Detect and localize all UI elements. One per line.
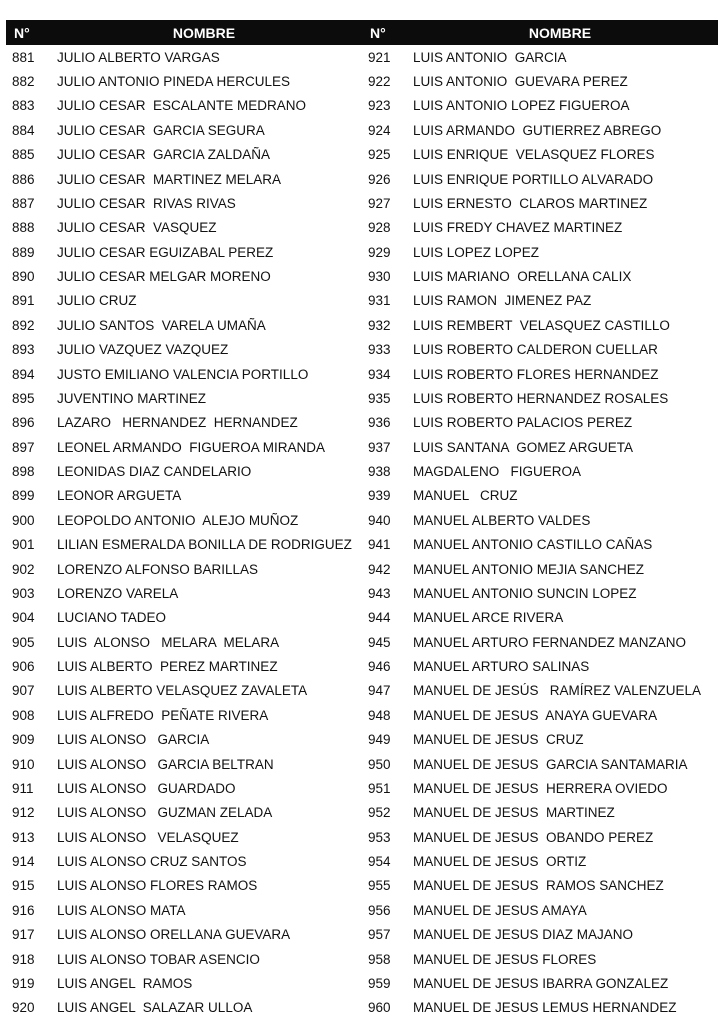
- row-name: LUIS ALONSO MATA: [57, 902, 186, 918]
- table-row: [362, 338, 718, 362]
- table-row: [6, 484, 362, 508]
- table-row: [6, 923, 362, 947]
- row-name: MANUEL ARTURO FERNANDEZ MANZANO: [413, 634, 687, 650]
- row-name: MANUEL DE JESUS RAMOS SANCHEZ: [413, 878, 664, 894]
- row-name: LUIS ALBERTO VELASQUEZ ZAVALETA: [57, 683, 308, 699]
- table-row: [362, 386, 718, 410]
- row-number: 886: [12, 171, 35, 187]
- table-row: [6, 411, 362, 435]
- row-number: 897: [12, 439, 35, 455]
- name-list-table: [6, 20, 718, 1020]
- row-name: MANUEL DE JESUS ANAYA GUEVARA: [413, 707, 658, 723]
- table-row: [6, 825, 362, 849]
- row-name: LUIS ALONSO GUZMAN ZELADA: [57, 805, 273, 821]
- table-row: [362, 240, 718, 264]
- table-row: [362, 630, 718, 654]
- row-number: 958: [368, 951, 391, 967]
- row-name: LUIS ANTONIO GARCIA: [413, 49, 567, 65]
- row-name: MANUEL DE JESUS DIAZ MAJANO: [413, 927, 634, 943]
- table-row: [6, 947, 362, 971]
- table-row: [6, 508, 362, 532]
- header-number-left: N°: [14, 24, 30, 41]
- row-name: LUIS ROBERTO PALACIOS PEREZ: [413, 415, 633, 431]
- row-number: 893: [12, 342, 35, 358]
- row-name: LUIS ROBERTO HERNANDEZ ROSALES: [413, 390, 669, 406]
- table-row: [362, 679, 718, 703]
- table-row: [362, 898, 718, 922]
- row-number: 926: [368, 171, 391, 187]
- row-number: 904: [12, 610, 35, 626]
- table-row: [362, 94, 718, 118]
- row-number: 932: [368, 317, 391, 333]
- table-row: [6, 971, 362, 995]
- table-row: [6, 874, 362, 898]
- row-number: 945: [368, 634, 391, 650]
- row-number: 938: [368, 464, 391, 480]
- row-number: 944: [368, 610, 391, 626]
- row-name: MANUEL DE JESUS ORTIZ: [413, 854, 587, 870]
- table-row: [6, 654, 362, 678]
- row-number: 896: [12, 415, 35, 431]
- row-number: 936: [368, 415, 391, 431]
- left-column: [6, 45, 362, 1020]
- row-name: MANUEL DE JESUS OBANDO PEREZ: [413, 829, 654, 845]
- row-name: MANUEL DE JESUS CRUZ: [413, 732, 584, 748]
- table-row: [362, 801, 718, 825]
- row-name: LUIS RAMON JIMENEZ PAZ: [413, 293, 592, 309]
- row-number: 933: [368, 342, 391, 358]
- row-name: LORENZO VARELA: [57, 585, 179, 601]
- row-name: LUIS ALONSO MELARA MELARA: [57, 634, 280, 650]
- table-header: [6, 20, 718, 45]
- table-row: [362, 362, 718, 386]
- row-name: LUIS ALONSO GARCIA: [57, 732, 210, 748]
- row-number: 913: [12, 829, 35, 845]
- row-name: MANUEL DE JESÚS RAMÍREZ VALENZUELA: [413, 683, 702, 699]
- table-row: [362, 557, 718, 581]
- row-name: LUIS MARIANO ORELLANA CALIX: [413, 269, 632, 285]
- row-name: LUIS ANGEL SALAZAR ULLOA: [57, 1000, 253, 1016]
- header-name-right: NOMBRE: [528, 24, 592, 41]
- row-name: LUIS ANTONIO GUEVARA PEREZ: [413, 74, 628, 90]
- row-name: LUIS ALFREDO PEÑATE RIVERA: [57, 707, 269, 723]
- row-name: JULIO CESAR ESCALANTE MEDRANO: [57, 98, 307, 114]
- row-name: LUIS ALBERTO PEREZ MARTINEZ: [57, 659, 278, 675]
- row-number: 951: [368, 780, 391, 796]
- table-row: [362, 411, 718, 435]
- table-row: [6, 94, 362, 118]
- table-row: [6, 45, 362, 69]
- row-number: 937: [368, 439, 391, 455]
- row-number: 939: [368, 488, 391, 504]
- table-row: [362, 752, 718, 776]
- table-row: [6, 581, 362, 605]
- row-number: 903: [12, 585, 35, 601]
- table-row: [362, 143, 718, 167]
- row-name: MANUEL DE JESUS GARCIA SANTAMARIA: [413, 756, 688, 772]
- table-row: [362, 947, 718, 971]
- table-row: [362, 484, 718, 508]
- row-number: 907: [12, 683, 35, 699]
- row-name: JULIO SANTOS VARELA UMAÑA: [57, 317, 266, 333]
- row-number: 927: [368, 195, 391, 211]
- row-number: 940: [368, 512, 391, 528]
- row-name: LUIS LOPEZ LOPEZ: [413, 244, 540, 260]
- row-number: 889: [12, 244, 35, 260]
- table-row: [362, 874, 718, 898]
- table-row: [362, 264, 718, 288]
- table-row: [362, 581, 718, 605]
- table-row: [6, 728, 362, 752]
- row-number: 950: [368, 756, 391, 772]
- row-name: JULIO ANTONIO PINEDA HERCULES: [57, 74, 291, 90]
- row-name: MANUEL DE JESUS MARTINEZ: [413, 805, 615, 821]
- row-name: LUIS ALONSO GARCIA BELTRAN: [57, 756, 274, 772]
- table-row: [6, 362, 362, 386]
- row-name: LEONEL ARMANDO FIGUEROA MIRANDA: [57, 439, 326, 455]
- row-name: LUIS ALONSO ORELLANA GUEVARA: [57, 927, 291, 943]
- table-row: [362, 606, 718, 630]
- table-row: [362, 216, 718, 240]
- row-name: MANUEL DE JESUS IBARRA GONZALEZ: [413, 975, 669, 991]
- table-row: [6, 776, 362, 800]
- row-name: MANUEL DE JESUS LEMUS HERNANDEZ: [413, 1000, 677, 1016]
- table-row: [6, 118, 362, 142]
- table-row: [6, 752, 362, 776]
- header-name-left: NOMBRE: [172, 24, 236, 41]
- row-name: MANUEL ANTONIO CASTILLO CAÑAS: [413, 537, 653, 553]
- table-row: [362, 118, 718, 142]
- row-number: 952: [368, 805, 391, 821]
- row-number: 929: [368, 244, 391, 260]
- row-number: 942: [368, 561, 391, 577]
- row-name: LAZARO HERNANDEZ HERNANDEZ: [57, 415, 298, 431]
- row-name: JULIO CESAR MARTINEZ MELARA: [57, 171, 282, 187]
- row-number: 910: [12, 756, 35, 772]
- row-number: 888: [12, 220, 35, 236]
- row-number: 941: [368, 537, 391, 553]
- table-row: [362, 167, 718, 191]
- row-name: JULIO CRUZ: [57, 293, 137, 309]
- row-name: LEONOR ARGUETA: [57, 488, 182, 504]
- row-number: 921: [368, 49, 391, 65]
- table-row: [362, 289, 718, 313]
- table-row: [362, 923, 718, 947]
- row-name: MANUEL DE JESUS AMAYA: [413, 902, 587, 918]
- row-name: LORENZO ALFONSO BARILLAS: [57, 561, 259, 577]
- row-name: MANUEL ARCE RIVERA: [413, 610, 564, 626]
- row-name: LUIS FREDY CHAVEZ MARTINEZ: [413, 220, 623, 236]
- table-row: [362, 996, 718, 1020]
- table-row: [6, 849, 362, 873]
- row-number: 934: [368, 366, 391, 382]
- row-number: 881: [12, 49, 35, 65]
- table-row: [362, 508, 718, 532]
- row-number: 909: [12, 732, 35, 748]
- table-row: [362, 435, 718, 459]
- row-number: 924: [368, 122, 391, 138]
- table-row: [6, 801, 362, 825]
- row-name: LUIS ENRIQUE PORTILLO ALVARADO: [413, 171, 654, 187]
- row-name: JULIO VAZQUEZ VAZQUEZ: [57, 342, 229, 358]
- table-row: [362, 703, 718, 727]
- table-row: [6, 338, 362, 362]
- row-name: MANUEL CRUZ: [413, 488, 518, 504]
- row-number: 919: [12, 975, 35, 991]
- row-number: 959: [368, 975, 391, 991]
- row-name: LUIS ANTONIO LOPEZ FIGUEROA: [413, 98, 630, 114]
- row-number: 892: [12, 317, 35, 333]
- table-row: [6, 216, 362, 240]
- table-row: [362, 776, 718, 800]
- table-row: [362, 45, 718, 69]
- row-name: LUIS ALONSO CRUZ SANTOS: [57, 854, 247, 870]
- row-number: 908: [12, 707, 35, 723]
- header-number-right: N°: [370, 24, 386, 41]
- row-name: LUIS ALONSO FLORES RAMOS: [57, 878, 258, 894]
- row-name: LUIS ALONSO VELASQUEZ: [57, 829, 239, 845]
- row-number: 947: [368, 683, 391, 699]
- table-row: [6, 630, 362, 654]
- row-number: 885: [12, 147, 35, 163]
- table-row: [6, 143, 362, 167]
- row-name: LUIS SANTANA GOMEZ ARGUETA: [413, 439, 634, 455]
- table-row: [362, 533, 718, 557]
- table-row: [6, 69, 362, 93]
- row-number: 922: [368, 74, 391, 90]
- row-name: LUIS ERNESTO CLAROS MARTINEZ: [413, 195, 648, 211]
- row-name: JULIO CESAR GARCIA ZALDAÑA: [57, 147, 271, 163]
- table-row: [362, 191, 718, 215]
- table-row: [362, 313, 718, 337]
- row-number: 906: [12, 659, 35, 675]
- row-number: 912: [12, 805, 35, 821]
- row-name: JULIO CESAR GARCIA SEGURA: [57, 122, 265, 138]
- table-row: [362, 69, 718, 93]
- table-row: [6, 435, 362, 459]
- row-number: 916: [12, 902, 35, 918]
- table-row: [6, 606, 362, 630]
- table-body: [6, 45, 718, 1020]
- row-number: 946: [368, 659, 391, 675]
- table-row: [362, 654, 718, 678]
- row-number: 920: [12, 1000, 35, 1016]
- row-number: 887: [12, 195, 35, 211]
- table-row: [362, 849, 718, 873]
- row-number: 930: [368, 269, 391, 285]
- row-number: 925: [368, 147, 391, 163]
- row-number: 923: [368, 98, 391, 114]
- row-number: 918: [12, 951, 35, 967]
- row-name: MANUEL ANTONIO MEJIA SANCHEZ: [413, 561, 645, 577]
- row-name: LUIS REMBERT VELASQUEZ CASTILLO: [413, 317, 670, 333]
- row-name: LUIS ALONSO GUARDADO: [57, 780, 236, 796]
- row-name: JUSTO EMILIANO VALENCIA PORTILLO: [57, 366, 309, 382]
- row-name: JULIO CESAR RIVAS RIVAS: [57, 195, 236, 211]
- row-name: JULIO CESAR MELGAR MORENO: [57, 269, 271, 285]
- table-row: [6, 386, 362, 410]
- row-name: JULIO CESAR VASQUEZ: [57, 220, 217, 236]
- row-number: 899: [12, 488, 35, 504]
- row-name: LUCIANO TADEO: [57, 610, 167, 626]
- row-name: LEOPOLDO ANTONIO ALEJO MUÑOZ: [57, 512, 299, 528]
- row-name: MANUEL DE JESUS FLORES: [413, 951, 597, 967]
- row-name: LUIS ROBERTO FLORES HERNANDEZ: [413, 366, 659, 382]
- table-row: [362, 825, 718, 849]
- row-number: 943: [368, 585, 391, 601]
- row-name: MANUEL ANTONIO SUNCIN LOPEZ: [413, 585, 637, 601]
- table-row: [6, 679, 362, 703]
- row-name: JULIO CESAR EGUIZABAL PEREZ: [57, 244, 274, 260]
- row-number: 948: [368, 707, 391, 723]
- row-name: MAGDALENO FIGUEROA: [413, 464, 582, 480]
- row-number: 901: [12, 537, 35, 553]
- row-number: 917: [12, 927, 35, 943]
- row-name: LEONIDAS DIAZ CANDELARIO: [57, 464, 252, 480]
- table-row: [362, 728, 718, 752]
- table-row: [6, 533, 362, 557]
- table-row: [6, 191, 362, 215]
- row-number: 883: [12, 98, 35, 114]
- row-name: MANUEL ARTURO SALINAS: [413, 659, 590, 675]
- row-number: 898: [12, 464, 35, 480]
- row-number: 954: [368, 854, 391, 870]
- row-number: 894: [12, 366, 35, 382]
- right-column: [362, 45, 718, 1020]
- row-name: JULIO ALBERTO VARGAS: [57, 49, 220, 65]
- row-number: 905: [12, 634, 35, 650]
- row-name: JUVENTINO MARTINEZ: [57, 390, 207, 406]
- row-number: 890: [12, 269, 35, 285]
- table-row: [6, 459, 362, 483]
- table-row: [6, 313, 362, 337]
- row-name: LUIS ARMANDO GUTIERREZ ABREGO: [413, 122, 662, 138]
- row-number: 960: [368, 1000, 391, 1016]
- table-row: [6, 264, 362, 288]
- row-number: 915: [12, 878, 35, 894]
- row-name: LUIS ALONSO TOBAR ASENCIO: [57, 951, 260, 967]
- row-number: 884: [12, 122, 35, 138]
- row-name: LUIS ANGEL RAMOS: [57, 975, 193, 991]
- row-name: LUIS ENRIQUE VELASQUEZ FLORES: [413, 147, 655, 163]
- row-number: 902: [12, 561, 35, 577]
- row-name: MANUEL ALBERTO VALDES: [413, 512, 591, 528]
- row-name: MANUEL DE JESUS HERRERA OVIEDO: [413, 780, 668, 796]
- row-number: 928: [368, 220, 391, 236]
- table-row: [6, 167, 362, 191]
- row-number: 895: [12, 390, 35, 406]
- row-name: LILIAN ESMERALDA BONILLA DE RODRIGUEZ: [57, 537, 352, 553]
- row-number: 931: [368, 293, 391, 309]
- row-number: 949: [368, 732, 391, 748]
- row-name: LUIS ROBERTO CALDERON CUELLAR: [413, 342, 658, 358]
- table-row: [6, 240, 362, 264]
- row-number: 891: [12, 293, 35, 309]
- table-row: [6, 898, 362, 922]
- row-number: 900: [12, 512, 35, 528]
- table-row: [6, 996, 362, 1020]
- row-number: 911: [12, 780, 34, 796]
- row-number: 956: [368, 902, 391, 918]
- table-row: [362, 971, 718, 995]
- row-number: 914: [12, 854, 35, 870]
- row-number: 957: [368, 927, 391, 943]
- row-number: 882: [12, 74, 35, 90]
- table-row: [6, 557, 362, 581]
- row-number: 953: [368, 829, 391, 845]
- table-row: [6, 703, 362, 727]
- row-number: 955: [368, 878, 391, 894]
- table-row: [6, 289, 362, 313]
- table-row: [362, 459, 718, 483]
- row-number: 935: [368, 390, 391, 406]
